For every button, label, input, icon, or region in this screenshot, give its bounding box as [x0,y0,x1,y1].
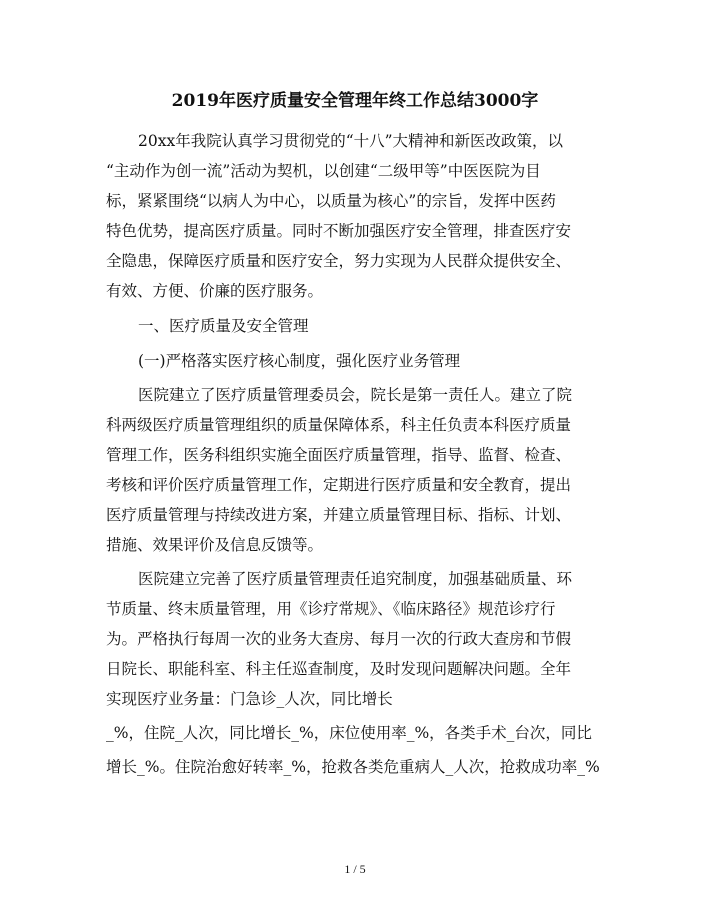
section-heading: 一、医疗质量及安全管理 [138,317,309,335]
paragraph-line: 措施、效果评价及信息反馈等。 [106,536,324,554]
paragraph-line: 医疗质量管理与持续改进方案，并建立质量管理目标、指标、计划、 [106,506,572,524]
paragraph-line: 增长_%。住院治愈好转率_%，抢救各类危重病人_人次，抢救成功率_% [106,758,600,776]
paragraph-line: 考核和评价医疗质量管理工作，定期进行医疗质量和安全教育，提出 [106,476,572,494]
paragraph-line: _%，住院_人次，同比增长_%，床位使用率_%，各类手术_台次，同比 [106,724,592,742]
paragraph-line: 医院建立完善了医疗质量管理责任追究制度，加强基础质量、环 [138,570,573,588]
paragraph-line: 科两级医疗质量管理组织的质量保障体系，科主任负责本科医疗质量 [106,416,572,434]
paragraph-line: 全隐患，保障医疗质量和医疗安全，努力实现为人民群众提供安全、 [106,252,572,270]
paragraph-line: 实现医疗业务量：门急诊_人次，同比增长 [106,690,393,708]
paragraph-line: “主动作为创一流”活动为契机，以创建“二级甲等”中医医院为目 [106,162,541,180]
paragraph-line: 节质量、终末质量管理，用《诊疗常规》、《临床路径》规范诊疗行 [106,600,556,618]
paragraph-line: 管理工作，医务科组织实施全面医疗质量管理，指导、监督、检查、 [106,446,572,464]
paragraph-line: 标，紧紧围绕“以病人为中心，以质量为核心”的宗旨，发挥中医药 [106,192,556,210]
paragraph-line: 有效、方便、价廉的医疗服务。 [106,282,324,300]
document-title: 2019年医疗质量安全管理年终工作总结3000字 [171,91,539,111]
subsection-heading: (一)严格落实医疗核心制度，强化医疗业务管理 [138,352,461,370]
paragraph-line: 日院长、职能科室、科主任巡查制度，及时发现问题解决问题。全年 [106,660,572,678]
paragraph-line: 20xx年我院认真学习贯彻党的“十八”大精神和新医改政策，以 [138,132,564,150]
page-number: 1 / 5 [344,862,366,876]
paragraph-line: 医院建立了医疗质量管理委员会，院长是第一责任人。建立了院 [138,386,573,404]
paragraph-line: 为。严格执行每周一次的业务大查房、每月一次的行政大查房和节假 [106,630,572,648]
paragraph-line: 特色优势，提高医疗质量。同时不断加强医疗安全管理，排查医疗安 [106,222,572,240]
